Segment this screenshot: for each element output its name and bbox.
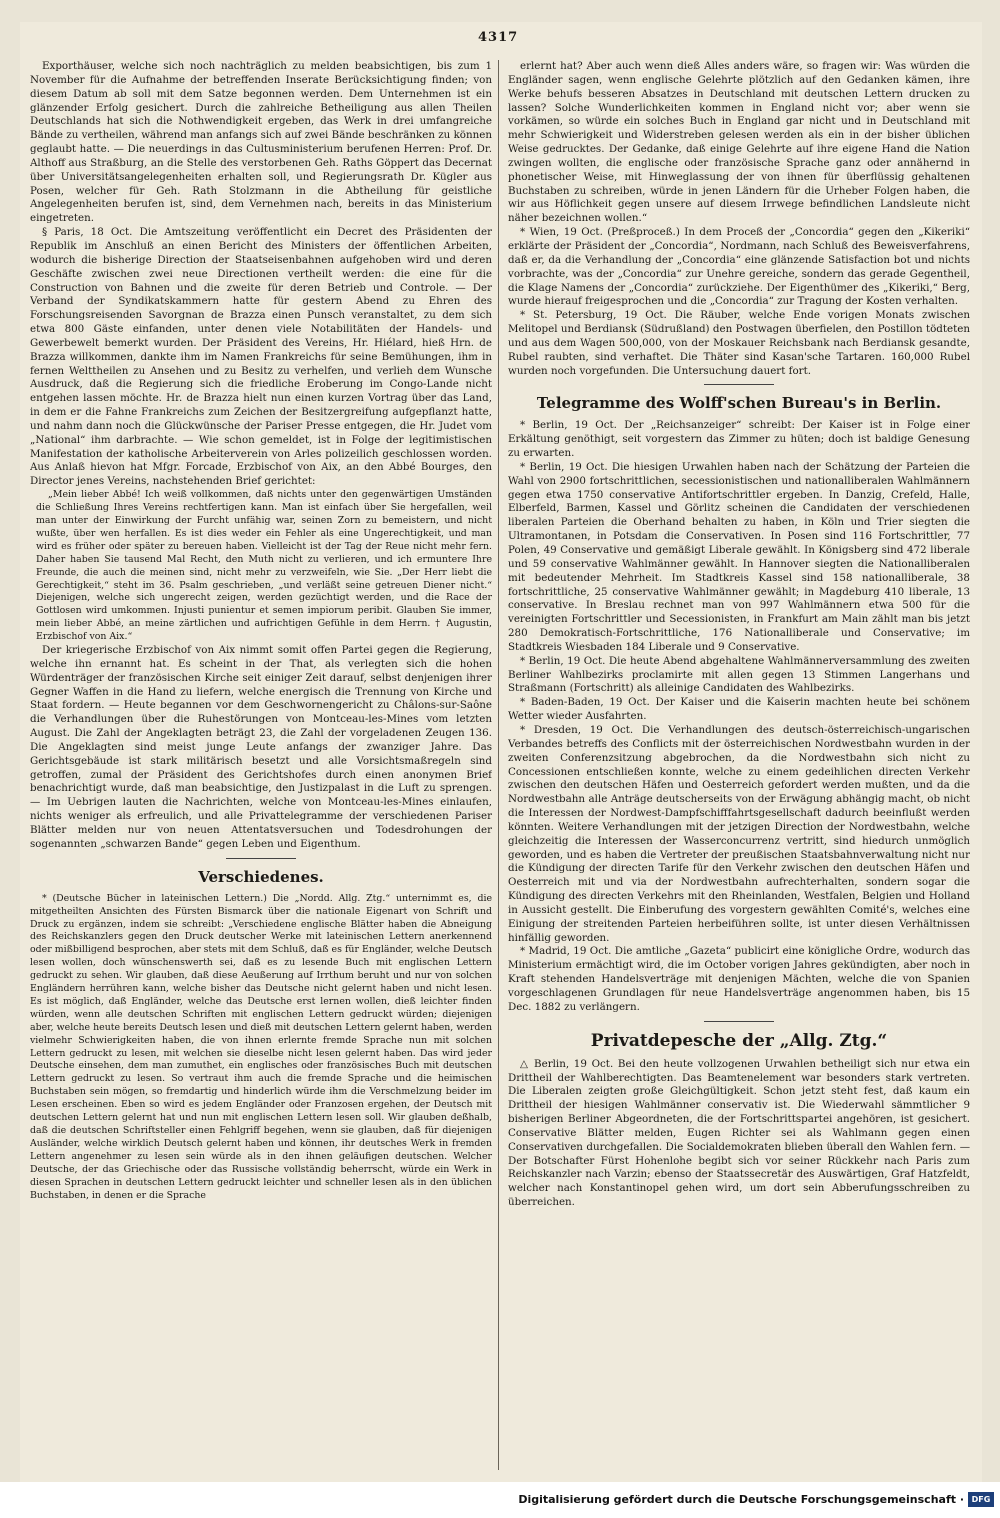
section-heading: Telegramme des Wolff'schen Bureau's in Berlin. [536,394,942,413]
dfg-logo: DFG [968,1492,994,1507]
article-paragraph: * St. Petersburg, 19 Oct. Die Räuber, welche Ende vorigen Monats zwischen Melitopel und Berdiansk (Südrußland) den Postwagen überfielen, den Postillon tödteten und aus dem Wagen 500,000, von der Moskauer Reichsbank nach Berdiansk gesandte, Rubel raubten, sind verhaftet. Die Thäter sind Kasan'sche Tartaren. 160,000 Rubel wurden noch vorgefunden. Die Untersuchung dauert fort. [508,309,970,377]
article-paragraph: Exporthäuser, welche sich noch nachträglich zu melden beabsichtigen, bis zum 1 November für die Aufnahme der betreffenden Inserate Berücksichtigung finden; von diesem Datum ab soll mit dem Satze begonnen werden. Dem Unternehmen ist ein glänzender Erfolg gesichert. Durch die zahlreiche Betheiligung aus allen Theilen Deutschlands hat sich die Nothwendigkeit ergeben, das Werk in drei umfangreiche Bände zu vertheilen, während man anfangs sich auf zwei Bände beschränken zu können geglaubt hatte. — Die neuerdings in das Cultusministerium berufenen Herren: Prof. Dr. Althoff aus Straßburg, an die Stelle des verstorbenen Geh. Raths Göppert das Decernat über Universitätsangelegenheiten erhalten soll, und Regierungsrath Dr. Kügler aus Posen, welcher für Geh. Rath Stolzmann in die Abtheilung für geistliche Angelegenheiten berufen ist, sind, dem Vernehmen nach, bereits in das Ministerium eingetreten. [30,60,492,225]
telegram-item: * Berlin, 19 Oct. Die hiesigen Urwahlen haben nach der Schätzung der Parteien die Wahl von 2900 fortschrittlichen, secessionistischen und nationalliberalen Wahlmännern gegen etwa 1750 conservative Antifortschrittler ergeben. In Danzig, Crefeld, Halle, Elberfeld, Barmen, Kassel und Görlitz scheinen die Candidaten der verschiedenen liberalen Parteien die Oberhand behalten zu haben, in Köln und Trier siegten die Ultramontanen, in Potsdam die Conservativen. In Posen sind 116 Fortschrittler, 77 Polen, 49 Conservative und gemäßigt Liberale gewählt. In Königsberg sind 472 liberale und 59 conservative Wahlmänner gewählt. In Hannover siegten die Nationalliberalen mit bedeutender Mehrheit. Im Stadtkreis Kassel sind 158 nationalliberale, 38 fortschrittliche, 25 conservative Wahlmänner gewählt; in Magdeburg 410 liberale, 13 conservative. In Breslau rechnet man von 997 Wahlmännern etwa 500 für die vereinigten Fortschrittler und Secessionisten, in Frankfurt am Main zählt man bis jetzt 280 Demokratisch-Fortschrittliche, 176 Nationalliberale und Conservative; im Stadtkreis Wiesbaden 184 Liberale und 9 Conservative. [508,460,970,653]
footer-bar [0,1482,1000,1518]
article-paragraph: erlernt hat? Aber auch wenn dieß Alles anders wäre, so fragen wir: Was würden die Engländer sagen, wenn englische Gelehrte plötzlich auf den Gedanken kämen, ihre Werke behufs besseren Absatzes in Deutschland mit deutschen Lettern drucken zu lassen? Solche Wunderlichkeiten kommen in England nicht vor; aber wenn sie vorkämen, so würde ein solches Buch in England gar nicht und in Deutschland mit mehr Schwierigkeit und Widerstreben gelesen werden als ein in der bisher üblichen Weise gedrucktes. Der Gedanke, daß einige Gelehrte auf ihre eigene Hand die Nation zwingen wollten, die englische oder französische Sprache ganz oder annähernd in phonetischer Weise, mit Hinweglassung der von ihnen für überflüssig gehaltenen Buchstaben zu schreiben, würde in jenen Ländern für die Urheber Folgen haben, die wir aus Höflichkeit gegen unsere auf diesem Irrwege befindlichen Landsleute nicht näher bezeichnen wollen.“ [508,60,970,225]
page-number: 4317 [478,30,519,45]
section-divider [704,1021,774,1022]
telegram-item: * Berlin, 19 Oct. Die heute Abend abgehaltene Wahlmännerversammlung des zweiten Berliner Wahlbezirks proclamirte mit allen gegen 13 Stimmen Langerhans und Straßmann (Fortschritt) als alleinige Candidaten des Wahlbezirks. [508,654,970,695]
funding-notice: Digitalisierung gefördert durch die Deutsche Forschungsgemeinschaft · [518,1493,964,1506]
right-column [508,60,970,1470]
telegram-item: * Dresden, 19 Oct. Die Verhandlungen des deutsch-österreichisch-ungarischen Verbandes betreffs des Conflicts mit der österreichischen Nordwestbahn wurden in der zweiten Conferenzsitzung abgebrochen, da die Nordwestbahn sich nicht zu Concessionen entschließen konnte, welche zu einem gedeihlichen directen Verkehr zwischen den deutschen Häfen und Oesterreich gefordert werden mußten, und da die Nordwestbahn alle Anträge deutscherseits von der Erwägung abhängig macht, ob nicht die Interessen der Nordwest-Dampfschifffahrtsgesellschaft dadurch beeinflußt werden könnten. Weitere Verhandlungen mit der jetzigen Direction der Nordwestbahn, welche gleichzeitig die Interessen der Wasserconcurrenz vertritt, sind hiedurch unmöglich geworden, und es haben die Vertreter der preußischen Staatsbahnverwaltung nicht nur die Kündigung der directen Tarife für den Verkehr zwischen den deutschen Häfen und Oesterreich mit und via der Nordwestbahn aufrechterhalten, sondern sogar die Kündigung des directen Verkehrs mit den Rheinlanden, Westfalen, Belgien und Holland in Aussicht gestellt. Die Einberufung des vorgestern gewählten Comité's, welches eine Einigung der streitenden Parteien herbeiführen sollte, ist unter diesen Verhältnissen hinfällig geworden. [508,723,970,944]
section-divider [226,858,296,859]
article-paragraph: § Paris, 18 Oct. Die Amtszeitung veröffentlicht ein Decret des Präsidenten der Republik im Anschluß an einen Bericht des Ministers der öffentlichen Arbeiten, wodurch die bisherige Direction der Staatseisenbahnen aufgehoben wird und deren Geschäfte zwischen zwei neue Directionen vertheilt werden: die eine für die Construction von Bahnen und die zweite für deren Betrieb und Controle. — Der Verband der Syndikatskammern hatte für gestern Abend zu Ehren des Forschungsreisenden Savorgnan de Brazza einen Punsch veranstaltet, zu dem sich etwa 800 Gäste einfanden, unter denen viele Notabilitäten der Handels- und Gewerbewelt bemerkt wurden. Der Präsident des Vereins, Hr. Hiélard, hieß Hrn. de Brazza willkommen, dankte ihm im Namen Frankreichs für seine Bemühungen, ihm in fernen Welttheilen zu Ansehen und zu Besitz zu verhelfen, und verlieh dem Wunsche Ausdruck, daß die Regierung sich die friedliche Eroberung im Congo-Lande nicht entgehen lassen möchte. Hr. de Brazza hielt nun einen kurzen Vortrag über das Land, in dem er die Fahne Frankreichs zum Zeichen der Besitzergreifung aufgepflanzt hatte, und nahm dann noch die Glückwünsche der Pariser Presse entgegen, die Hr. Judet vom „National“ ihm darbrachte. — Wie schon gemeldet, ist in Folge der legitimistischen Manifestation der katholische Arbeiterverein von Arles polizeilich geschlossen worden. Aus Anlaß hievon hat Mfgr. Forcade, Erzbischof von Aix, an den Abbé Bourges, den Director jenes Vereins, nachstehenden Brief gerichtet: [30,226,492,488]
newspaper-page [20,22,982,1482]
telegram-item: * Berlin, 19 Oct. Der „Reichsanzeiger“ schreibt: Der Kaiser ist in Folge einer Erkältung genöthigt, seit vorgestern das Zimmer zu hüten; doch ist baldige Genesung zu erwarten. [508,419,970,460]
section-heading: Privatdepesche der „Allg. Ztg.“ [590,1030,888,1051]
article-paragraph: * Wien, 19 Oct. (Preßproceß.) In dem Proceß der „Concordia“ gegen den „Kikeriki“ erklärte der Präsident der „Concordia“, Nordmann, nach Schluß des Beweisverfahrens, daß er, da die Verhandlung der „Concordia“ eine glänzende Satisfaction bot und nichts vorbrachte, was der „Concordia“ zur Unehre gereiche, sondern das gerade Gegentheil, die Klage Namens der „Concordia“ zurückziehe. Der Eigenthümer des „Kikeriki,“ Berg, wurde hierauf freigesprochen und die „Concordia“ zur Tragung der Kosten verhalten. [508,226,970,308]
dispatch-item: △ Berlin, 19 Oct. Bei den heute vollzogenen Urwahlen betheiligt sich nur etwa ein Drittheil der Wahlberechtigten. Das Beamtenelement war besonders stark vertreten. Die Liberalen zeigten große Gleichgültigkeit. Schon jetzt steht fest, daß kaum ein Drittheil der hiesigen Wahlmänner conservativ ist. Die Wiederwahl sämmtlicher 9 bisherigen Berliner Abgeordneten, die der Fortschrittspartei angehören, ist gesichert. Conservative Blätter melden, Eugen Richter sei als Wahlmann gegen einen Conservativen durchgefallen. Die Socialdemokraten blieben überall den Wahlen fern. — Der Botschafter Fürst Hohenlohe begibt sich vor seiner Rückkehr nach Paris zum Reichskanzler nach Varzin; ebenso der Staatssecretär des Auswärtigen, Graf Hatzfeldt, welcher nach Konstantinopel gehen wird, um dort sein Abberufungsschreiben zu überreichen. [508,1057,970,1209]
telegram-item: * Madrid, 19 Oct. Die amtliche „Gazeta“ publicirt eine königliche Ordre, wodurch das Ministerium ermächtigt wird, die im October vorigen Jahres gekündigten, aber noch in Kraft stehenden Handelsverträge mit denjenigen Mächten, welche die von Spanien vorgeschlagenen Grundlagen für neue Handelsverträge angenommen haben, bis 15 Dec. 1882 zu verlängern. [508,945,970,1013]
section-heading: Verschiedenes. [198,867,324,886]
article-paragraph: * (Deutsche Bücher in lateinischen Lettern.) Die „Nordd. Allg. Ztg.“ unternimmt es, die mitgetheilten Ansichten des Fürsten Bismarck über die nationale Eigenart von Schrift und Druck zu ergänzen, indem sie schreibt: „Verschiedene englische Blätter haben die Abneigung des Reichskanzlers gegen den Druck deutscher Werke mit lateinischen Lettern anerkennend oder mißbilligend besprochen, aber stets mit dem Schluß, daß es für Engländer, welche Deutsch lesen wollen, doch wünschenswerth sei, daß es zu lesende Buch mit englischen Lettern gedruckt zu sehen. Wir glauben, daß diese Aeußerung auf Irrthum beruht und nur von solchen Engländern herrühren kann, welche bisher das Deutsche nicht gelernt haben und nicht lesen. Es ist möglich, daß Engländer, welche das Deutsche erst lernen wollen, dieß leichter finden würden, wenn alle deutschen Schriften mit englischen Lettern gedruckt würden; diejenigen aber, welche heute bereits Deutsch lesen und dieß mit deutschen Lettern gelernt haben, werden vielmehr Schwierigkeiten haben, die von ihnen erlernte fremde Sprache nun mit solchen Lettern gedruckt zu lesen, mit welchen sie dieselbe nicht lesen gelernt haben. Das wird jeder Deutsche einsehen, dem man zumuthet, ein englisches oder französisches Buch mit deutschen Lettern gedruckt zu lesen. So vertraut ihm auch die fremde Sprache und die heimischen Buchstaben sein mögen, so fremdartig und hinderlich würde ihm die Verschmelzung beider im Lesen erscheinen. Eben so wird es jedem Engländer oder Franzosen ergehen, der Deutsch mit deutschen Lettern gelernt hat und nun mit englischen Lettern lesen soll. Wir glauben deßhalb, daß die deutschen Schriftsteller einen Fehlgriff begehen, wenn sie glauben, daß für diejenigen Ausländer, welche wirklich Deutsch gelernt haben und können, ihr deutsches Werk in fremden Lettern angenehmer zu lesen sein würde als in den ihnen geläufigen deutschen. Welcher Deutsche, der das Griechische oder das Russische vollständig beherrscht, würde ein Werk in diesen Sprachen in deutschen Lettern gedruckt leichter und schneller lesen als in den üblichen Buchstaben, in denen er die Sprache [30,892,492,1201]
article-paragraph: Der kriegerische Erzbischof von Aix nimmt somit offen Partei gegen die Regierung, welche ihn ernannt hat. Es scheint in der That, als verlegten sich die hohen Würdenträger der französischen Kirche seit einiger Zeit darauf, selbst denjenigen ihrer Gegner Waffen in die Hand zu liefern, welche energisch die Trennung von Kirche und Staat fordern. — Heute begannen vor dem Geschwornengericht zu Châlons-sur-Saône die Verhandlungen über die Ruhestörungen von Montceau-les-Mines vom letzten August. Die Zahl der Angeklagten beträgt 23, die Zahl der vorgeladenen Zeugen 136. Die Angeklagten sind meist junge Leute anfangs der zwanziger Jahre. Das Gerichtsgebäude ist stark militärisch besetzt und alle Vorsichtsmaßregeln sind getroffen, zumal der Präsident des Gerichtshofes durch einen anonymen Brief benachrichtigt wurde, daß man beabsichtige, den Justizpalast in die Luft zu sprengen. — Im Uebrigen lauten die Nachrichten, welche von Montceau-les-Mines einlaufen, nichts weniger als erfreulich, und alle Privattelegramme der verschiedenen Pariser Blätter melden nur von neuen Attentatsversuchen und Todesdrohungen der sogenannten „schwarzen Bande“ gegen Leben und Eigenthum. [30,644,492,850]
column-divider [498,60,499,1470]
telegram-item: * Baden-Baden, 19 Oct. Der Kaiser und die Kaiserin machten heute bei schönem Wetter wieder Ausfahrten. [508,696,970,723]
quoted-letter: „Mein lieber Abbé! Ich weiß vollkommen, daß nichts unter den gegenwärtigen Umständen die Schließung Ihres Vereins rechtfertigen kann. Man ist einfach über Sie hergefallen, weil man unter der Einwirkung der Furcht unfähig war, seinen Zorn zu bemeistern, und nicht wußte, über wen herfallen. Es ist dies weder ein Fehler als eine Ungerechtigkeit, und man wird es früher oder später zu bereuen haben. Vielleicht ist der Tag der Reue nicht mehr fern. Daher haben Sie tausend Mal Recht, den Muth nicht zu verlieren, und ich ermuntere Ihre Freunde, die auch die meinen sind, nicht mehr zu verzweifeln, wie Sie. „Der Herr liebt die Gerechtigkeit,“ steht im 36. Psalm geschrieben, „und verläßt seine getreuen Diener nicht.“ Diejenigen, welche sich ungerecht zeigen, werden gezüchtigt werden, und die Race der Gottlosen wird umkommen. Injusti punientur et semen impiorum peribit. Glauben Sie immer, mein lieber Abbé, an meine zärtlichen und aufrichtigen Gefühle in dem Herrn. † Augustin, Erzbischof von Aix.“ [36,489,492,643]
left-column [30,60,492,1470]
section-divider [704,384,774,385]
